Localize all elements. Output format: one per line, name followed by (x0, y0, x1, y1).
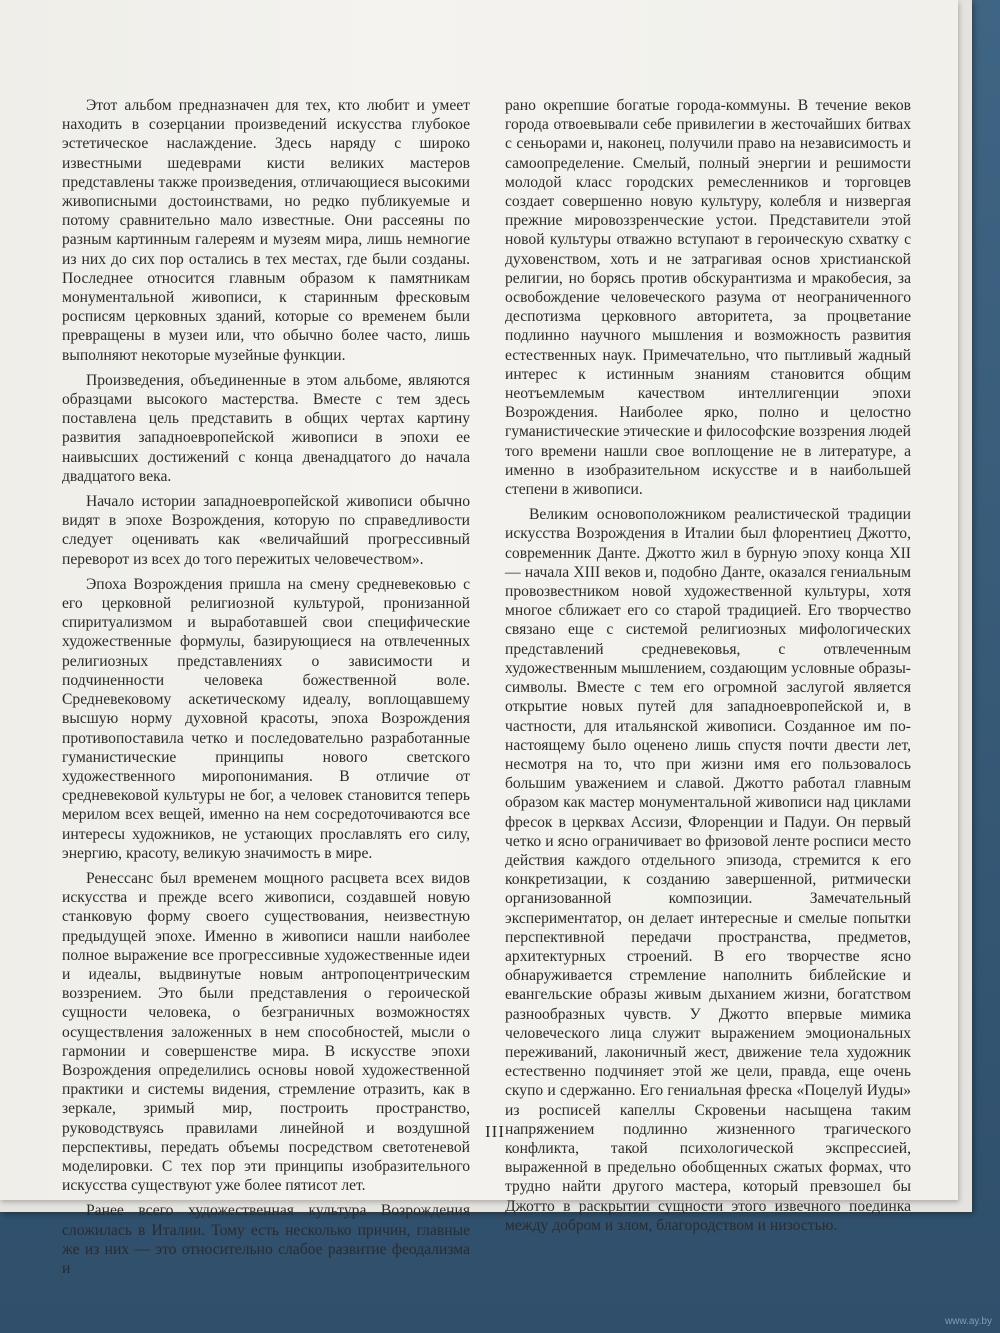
page-number: III (485, 1122, 505, 1141)
watermark: www.ay.by (944, 1316, 992, 1327)
paragraph: Этот альбом предназначен для тех, кто любит и умеет находить в созерцании произведений искусства глубокое эстетическое наслаждение. Здесь наряду с широко известными шедеврами кисти великих мастеров представлены также произведения, отличающиеся высокими живописными достоинствами, но редко публикуемые и потому сравнительно мало известные. Они рассеяны по разным картинным галереям и музеям мира, лишь немногие из них до сих пор остались в тех местах, где были созданы. Последнее относится главным образом к памятникам монументальной живописи, к старинным фресковым росписям церковных зданий, которые со временем были превращены в музеи или, что обычно более часто, лишь выполняют некоторые музейные функции. (62, 97, 470, 364)
paragraph: Ренессанс был временем мощного расцвета всех видов искусства и прежде всего живописи, создавшей новую станковую форму своего существования, неизвестную предыдущей эпохе. Именно в живописи нашли наиболее полное выражение все прогрессивные художественные идеи и идеалы, выдвинутые новым антропоцентрическим воззрением. Это были представления о героической сущности человека, о безграничных возможностях осуществления заложенных в нем способностей, мысли о гармонии и совершенстве мира. В искусстве эпохи Возрождения определились основы новой художественной практики и системы видения, стремление отразить, как в зеркале, зримый мир, построить пространство, руководствуясь правилами линейной и воздушной перспективы, передать объемы посредством светотеневой моделировки. С тех пор эти принципы изобразительного искусства существуют уже более пятисот лет. (62, 869, 470, 1195)
paragraph: Великим основоположником реалистической традиции искусства Возрождения в Италии был флорентиец Джотто, современник Данте. Джотто жил в бурную эпоху конца XII — начала XIII веков и, подобно Данте, оказался гениальным провозвестником новой художественной культуры, хотя многое сближает его со старой традицией. Его творчество связано еще с системой религиозных мифологических представлений средневековья, с отвлеченным художественным мышлением, создающим условные образы-символы. Вместе с тем его огромной заслугой является открытие новых путей для западноевропейской и, в частности, для итальянской живописи. Созданное им по-настоящему было оценено лишь спустя почти двести лет, несмотря на то, что при жизни имя его пользовалось большим уважением и славой. Джотто работал главным образом как мастер монументальной живописи над циклами фресок в церквах Ассизи, Флоренции и Падуи. Он первый четко и ясно ограничивает во фризовой ленте росписи место действия каждого отдельного эпизода, стремится к его конкретизации, к созданию завершенной, ритмически организованной композиции. Замечательный экспериментатор, он делает интересные и смелые попытки перспективной передачи пространства, предметов, архитектурных строений. В его творчестве ясно обнаруживается стремление наполнить библейские и евангельские образы живым дыханием жизни, богатством разнообразных чувств. У Джотто впервые мимика человеческого лица служит выражением эмоциональных переживаний, лаконичный жест, движение тела художник естественно подчиняет этой же цели, правда, еще очень скупо и сдержанно. Его гениальная фреска «Поцелуй Иуды» из росписей капеллы Скровеньи насыщена таким напряжением подлинно жизненного трагического конфликта, такой психологической экспрессией, выраженной в предельно обобщенных сжатых формах, что трудно найти другого мастера, который превзошел бы Джотто в раскрытии сущности этого извечного поединка между добром и злом, благородством и низостью. (505, 506, 911, 1234)
right-text-column (505, 96, 911, 1241)
paragraph: Начало истории западноевропейской живописи обычно видят в эпохе Возрождения, которую по справедливости следует оценивать как «величайший прогрессивный переворот из всех до того пережитых человечеством». (62, 493, 470, 568)
paragraph: Ранее всего художественная культура Возрождения сложилась в Италии. Тому есть несколько причин, главные же из них — это относительно слабое развитие феодализма и (62, 1202, 470, 1277)
paragraph: рано окрепшие богатые города-коммуны. В течение веков города отвоевывали себе привилегии в жесточайших битвах с сеньорами и, наконец, получили право на независимость и самоопределение. Смелый, полный энергии и решимости молодой класс городских ремесленников и торговцев создает совершенно новую культуру, колебля и низвергая прежние мировоззренческие устои. Представители этой новой культуры отважно вступают в героическую схватку с духовенством, хоть и не затрагивая основ христианской религии, но борясь против обскурантизма и мракобесия, за освобождение человеческого разума от неограниченного деспотизма церковного авторитета, за процветание подлинно научного мышления и возможность развития естественных наук. Примечательно, что пытливый жадный интерес к истинным знаниям становится общим неотъемлемым качеством интеллигенции эпохи Возрождения. Наиболее ярко, полно и целостно гуманистические этические и философские воззрения людей того времени нашли свое воплощение не в литературе, а именно в изобразительном искусстве и в наибольшей степени в живописи. (505, 97, 911, 499)
paragraph: Эпоха Возрождения пришла на смену средневековью с его церковной религиозной культурой, пронизанной спиритуализмом и выработавшей свои специфические художественные формулы, базирующиеся на отвлеченных религиозных представлениях о зависимости и подчиненности человека божественной воле. Средневековому аскетическому идеалу, воплощавшему высшую норму духовной красоты, эпоха Возрождения противопоставила четко и последовательно разработанные гуманистические принципы нового светского художественного миропонимания. В отличие от средневековой культуры не бог, а человек становится теперь мерилом всех вещей, именно на нем сосредоточиваются все интересы художников, не устающих прославлять его силу, энергию, красоту, великую значимость в мире. (62, 575, 470, 862)
paragraph: Произведения, объединенные в этом альбоме, являются образцами высокого мастерства. Вместе с тем здесь поставлена цель представить в общих чертах картину развития западноевропейской живописи в эпохи ее наивысших достижений с конца двенадцатого до начала двадцатого века. (62, 371, 470, 485)
left-text-column (62, 96, 470, 1284)
